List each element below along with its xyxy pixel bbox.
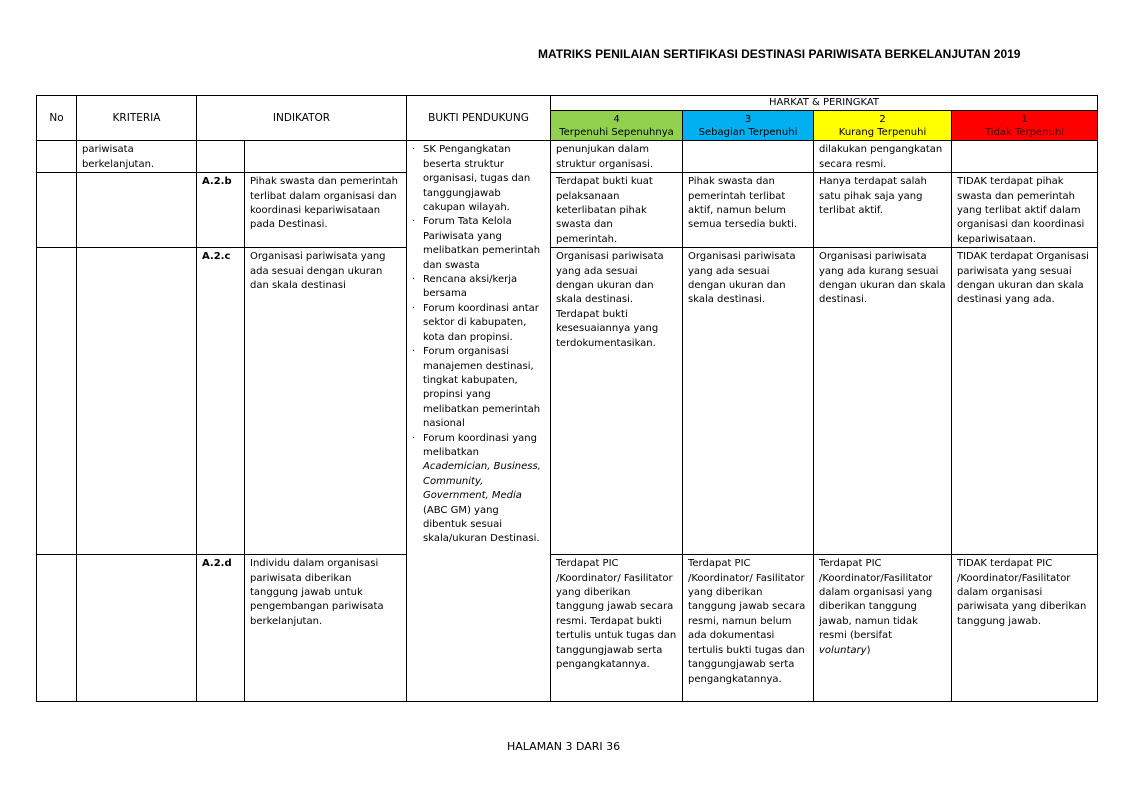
header-level-3 — [683, 111, 814, 141]
cell-level-1 — [952, 141, 1098, 173]
bukti-item: · Forum koordinasi antar sektor di kabupaten, kota dan propinsi. — [412, 302, 545, 345]
cell-level-4: Terdapat bukti kuat pelaksanaan keterlibatan pihak swasta dan pemerintah. — [551, 173, 683, 248]
bukti-item: · Forum Tata Kelola Pariwisata yang melibatkan pemerintah dan swasta — [412, 215, 545, 273]
cell-level-4: Terdapat PIC /Koordinator/ Fasilitator yang diberikan tanggung jawab secara resmi. Terdapat bukti tertulis untuk tugas dan tanggungjawab serta pengangkatannya. — [551, 555, 683, 702]
table-row — [37, 248, 1098, 555]
cell-level-3: Organisasi pariwisata yang ada sesuai dengan ukuran dan skala destinasi. — [683, 248, 814, 555]
level-2-number: 2 — [879, 113, 886, 125]
table-row — [37, 555, 1098, 702]
cell-level-2: Organisasi pariwisata yang ada kurang sesuai dengan ukuran dan skala destinasi. — [814, 248, 952, 555]
cell-level-2: Hanya terdapat salah satu pihak saja yang terlibat aktif. — [814, 173, 952, 248]
cell-indicator-code: A.2.d — [197, 555, 245, 702]
header-bukti-pendukung: BUKTI PENDUKUNG — [407, 96, 551, 141]
level-2-italic: voluntary — [819, 644, 867, 656]
cell-indicator-code — [197, 141, 245, 173]
header-kriteria: KRITERIA — [77, 96, 197, 141]
cell-level-1: TIDAK terdapat Organisasi pariwisata yang sesuai dengan ukuran dan skala destinasi yang ada. — [952, 248, 1098, 555]
cell-indikator — [245, 141, 407, 173]
cell-no — [37, 248, 77, 555]
cell-bukti-pendukung — [407, 141, 551, 702]
document-title: MATRIKS PENILAIAN SERTIFIKASI DESTINASI PARIWISATA BERKELANJUTAN 2019 — [538, 47, 1021, 61]
cell-kriteria: pariwisata berkelanjutan. — [77, 141, 197, 173]
bukti-item-text: Forum koordinasi yang melibatkan — [423, 432, 537, 458]
table-row — [37, 141, 1098, 173]
cell-indikator: Pihak swasta dan pemerintah terlibat dalam organisasi dan koordinasi kepariwisataan pada Destinasi. — [245, 173, 407, 248]
cell-level-2 — [814, 555, 952, 702]
header-indikator: INDIKATOR — [197, 96, 407, 141]
level-2-label: Kurang Terpenuhi — [838, 126, 927, 138]
cell-indicator-code: A.2.b — [197, 173, 245, 248]
bukti-item: · Rencana aksi/kerja bersama — [412, 273, 545, 302]
assessment-matrix-table — [36, 95, 1098, 702]
bukti-item — [412, 432, 545, 547]
header-harkat-peringkat: HARKAT & PERINGKAT — [551, 96, 1098, 111]
cell-level-3: Terdapat PIC /Koordinator/ Fasilitator yang diberikan tanggung jawab secara resmi, namun belum ada dokumentasi tertulis bukti tugas dan tanggungjawab serta pengangkatannya. — [683, 555, 814, 702]
cell-indicator-code: A.2.c — [197, 248, 245, 555]
cell-level-4: Organisasi pariwisata yang ada sesuai dengan ukuran dan skala destinasi. Terdapat bukti kesesuaiannya yang terdokumentasikan. — [551, 248, 683, 555]
cell-level-1: TIDAK terdapat PIC /Koordinator/Fasilitator dalam organisasi pariwisata yang diberikan tanggung jawab. — [952, 555, 1098, 702]
header-level-4 — [551, 111, 683, 141]
level-1-label: Tidak Terpenuhi — [985, 126, 1064, 138]
level-3-number: 3 — [744, 113, 752, 125]
cell-kriteria — [77, 173, 197, 248]
cell-no — [37, 555, 77, 702]
cell-level-1: TIDAK terdapat pihak swasta dan pemerintah yang terlibat aktif dalam organisasi dan koordinasi kepariwisataan. — [952, 173, 1098, 248]
cell-level-4: penunjukan dalam struktur organisasi. — [551, 141, 683, 173]
cell-indikator: Individu dalam organisasi pariwisata diberikan tanggung jawab untuk pengembangan pariwisata berkelanjutan. — [245, 555, 407, 702]
level-2-text: ) — [866, 644, 871, 656]
level-1-number: 1 — [1021, 113, 1028, 125]
page-number: HALAMAN 3 DARI 36 — [507, 740, 621, 753]
cell-no — [37, 173, 77, 248]
cell-level-3 — [683, 141, 814, 173]
bukti-item: · SK Pengangkatan beserta struktur organisasi, tugas dan tanggungjawab cakupan wilayah. — [412, 143, 545, 215]
level-2-text: Terdapat PIC /Koordinator/Fasilitator dalam organisasi yang diberikan tanggung jawab, namun tidak resmi (bersifat — [819, 558, 933, 642]
bukti-item-text: (ABC GM) yang dibentuk sesuai skala/ukuran Destinasi. — [423, 504, 540, 545]
header-level-2 — [814, 111, 952, 141]
cell-level-3: Pihak swasta dan pemerintah terlibat aktif, namun belum semua tersedia bukti. — [683, 173, 814, 248]
level-4-number: 4 — [613, 113, 620, 125]
level-4-label: Terpenuhi Sepenuhnya — [559, 126, 674, 138]
cell-kriteria — [77, 555, 197, 702]
bukti-item-italic: Academician, Business, Community, Government, Media — [423, 461, 541, 502]
table-row — [37, 173, 1098, 248]
bukti-item: · Forum organisasi manajemen destinasi, tingkat kabupaten, propinsi yang melibatkan pemerintah nasional — [412, 345, 545, 431]
bukti-list — [412, 143, 545, 546]
level-3-label: Sebagian Terpenuhi — [698, 126, 798, 138]
header-level-1 — [952, 111, 1098, 141]
cell-no — [37, 141, 77, 173]
cell-indikator: Organisasi pariwisata yang ada sesuai dengan ukuran dan skala destinasi — [245, 248, 407, 555]
cell-level-2: dilakukan pengangkatan secara resmi. — [814, 141, 952, 173]
header-no: No — [37, 96, 77, 141]
cell-kriteria — [77, 248, 197, 555]
